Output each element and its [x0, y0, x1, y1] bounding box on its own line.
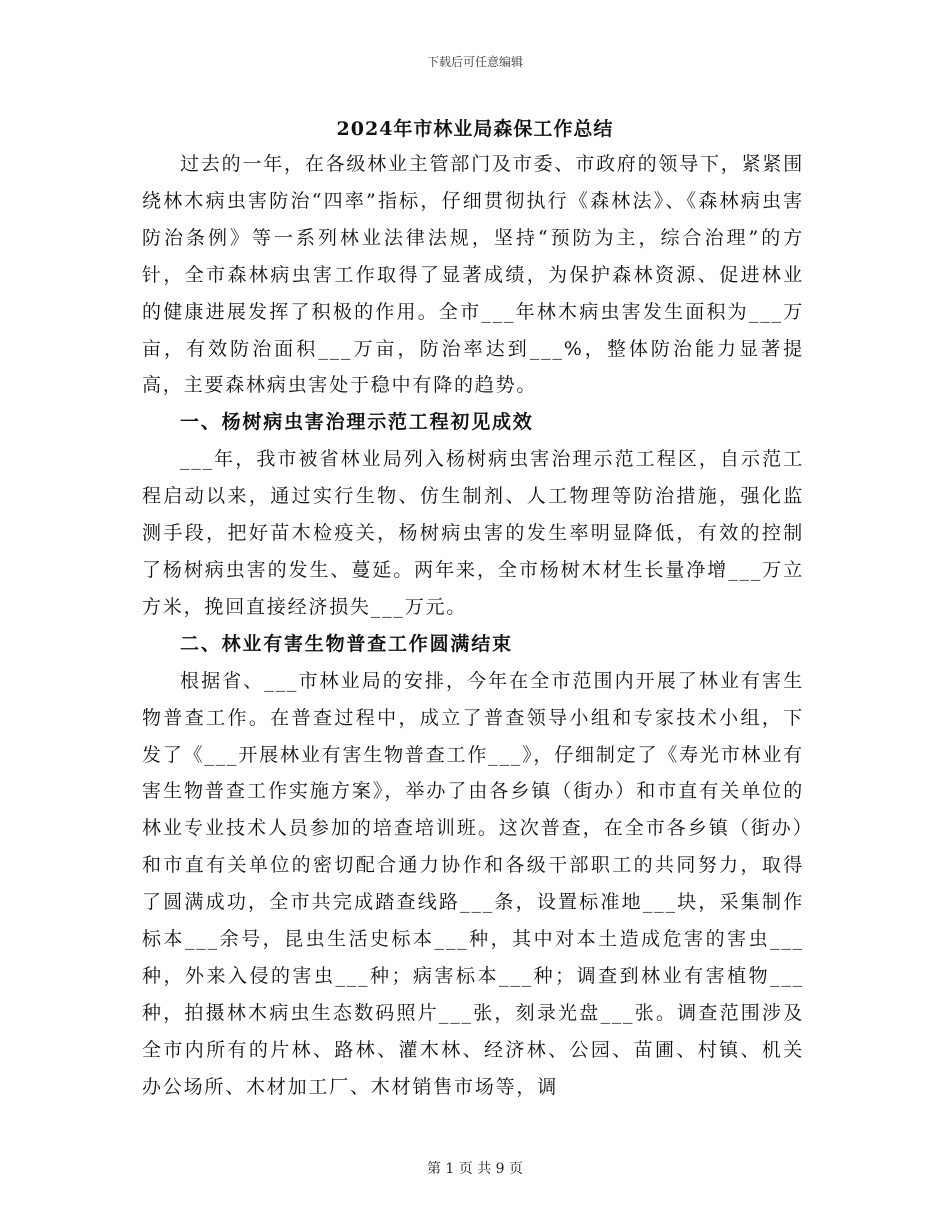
section-1-paragraph: ___年，我市被省林业局列入杨树病虫害治理示范工程区，自示范工程启动以来，通过实行生物、仿生制剂、人工物理等防治措施，强化监测手段，把好苗木检疫关，杨树病虫害的发生率明显降低，有效的控制了杨树病虫害的发生、蔓延。两年来，全市杨树木材生长量净增___万立方米，挽回直接经济损失___万元。: [142, 448, 804, 618]
page-number: 第 1 页 共 9 页: [426, 1161, 524, 1177]
section-1-heading: 一、杨树病虫害治理示范工程初见成效: [180, 411, 534, 434]
document-body: [142, 146, 804, 1106]
section-2-paragraph: 根据省、___市林业局的安排，今年在全市范围内开展了林业有害生物普查工作。在普查过程中，成立了普查领导小组和专家技术小组，下发了《___开展林业有害生物普查工作___》，仔细制定了《寿光市林业有害生物普查工作实施方案》，举办了由各乡镇（街办）和市直有关单位的林业专业技术人员参加的培查培训班。这次普查，在全市各乡镇（街办）和市直有关单位的密切配合通力协作和各级干部职工的共同努力，取得了圆满成功，全市共完成踏查线路___条，设置标准地___块，采集制作标本___余号，昆虫生活史标本___种，其中对本土造成危害的害虫___种，外来入侵的害虫___种；病害标本___种；调查到林业有害植物___种，拍摄林木病虫生态数码照片___张，刻录光盘___张。调查范围涉及全市内所有的片林、路林、灌木林、经济林、公园、苗圃、村镇、机关办公场所、木材加工厂、木材销售市场等，调: [142, 669, 804, 1098]
header-note: 下载后可任意编辑: [426, 55, 523, 69]
section-2-heading: 二、林业有害生物普查工作圆满结束: [180, 632, 513, 655]
document-title: 2024年市林业局森保工作总结: [336, 118, 614, 140]
intro-paragraph: 过去的一年，在各级林业主管部门及市委、市政府的领导下，紧紧围绕林木病虫害防治“四率”指标，仔细贯彻执行《森林法》、《森林病虫害防治条例》等一系列林业法律法规，坚持“预防为主，综合治理”的方针，全市森林病虫害工作取得了显著成绩，为保护森林资源、促进林业的健康进展发挥了积极的作用。全市___年林木病虫害发生面积为___万亩，有效防治面积___万亩，防治率达到___%，整体防治能力显著提高，主要森林病虫害处于稳中有降的趋势。: [142, 153, 805, 397]
